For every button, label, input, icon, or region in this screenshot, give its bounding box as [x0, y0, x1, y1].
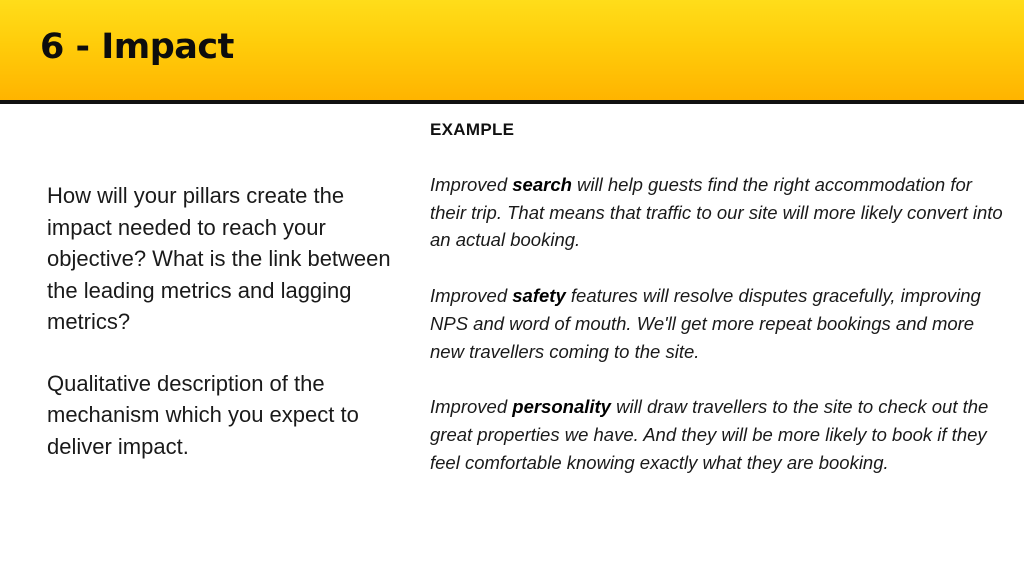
example-keyword-safety: safety: [512, 285, 566, 307]
example-text: will help guests find the right accommodation for their trip. That means that traffic to our site will more likely convert into an actual booking.: [430, 174, 1003, 251]
guiding-question: How will your pillars create the impact needed to reach your objective? What is the link between the leading metrics and lagging metrics?: [47, 183, 391, 334]
guiding-description: Qualitative description of the mechanism which you expect to deliver impact.: [47, 370, 359, 459]
example-paragraph-safety: [430, 282, 1005, 365]
slide-title: 6 - Impact: [40, 27, 234, 67]
example-prefix: Improved: [430, 285, 513, 307]
example-text: will draw travellers to the site to check out the great properties we have. And they will be more likely to book if they feel comfortable knowing exactly what they are booking.: [430, 396, 989, 473]
example-keyword-personality: personality: [512, 396, 611, 418]
example-heading: EXAMPLE: [430, 120, 515, 139]
title-bar: [0, 0, 1024, 104]
example-paragraph-search: [430, 171, 1005, 254]
example-keyword-search: search: [512, 174, 572, 195]
example-prefix: Improved: [430, 174, 513, 195]
example-column: [430, 171, 1005, 476]
example-prefix: Improved: [430, 396, 513, 418]
prompt-column: [47, 180, 397, 462]
example-text: features will resolve disputes gracefully, improving NPS and word of mouth. We'll get more repeat bookings and more new travellers coming to the site.: [430, 285, 981, 362]
example-paragraph-personality: [430, 393, 1005, 476]
